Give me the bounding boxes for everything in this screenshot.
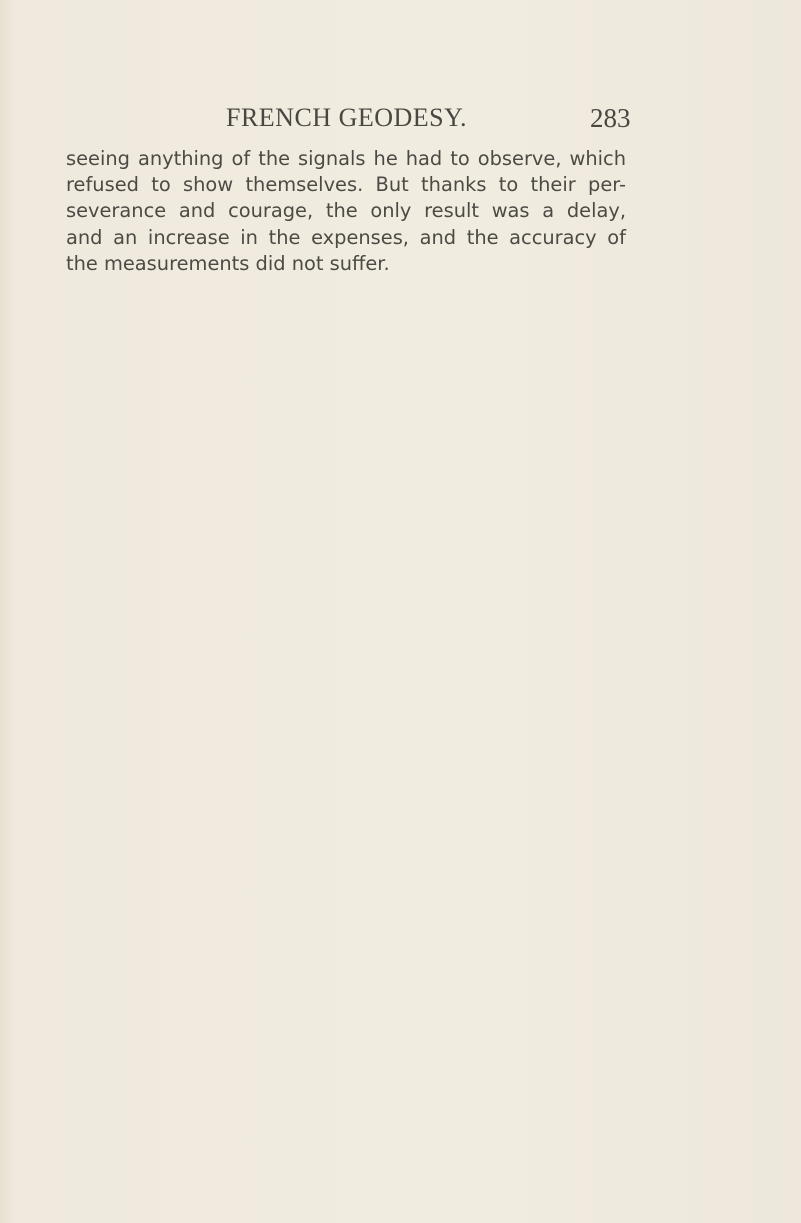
text-line: severance and courage, the only result was a delay, <box>66 199 626 223</box>
body-paragraph <box>66 146 626 277</box>
text-line: and an increase in the expenses, and the accuracy of <box>66 225 626 249</box>
page-number: 283 <box>590 103 631 133</box>
running-title: FRENCH GEODESY. <box>226 103 468 132</box>
text-line: the measurements did not suffer. <box>66 251 390 275</box>
text-line: refused to show themselves. But thanks to their per- <box>66 173 626 197</box>
text-line: seeing anything of the signals he had to observe, which <box>66 147 626 170</box>
running-head <box>226 100 631 136</box>
